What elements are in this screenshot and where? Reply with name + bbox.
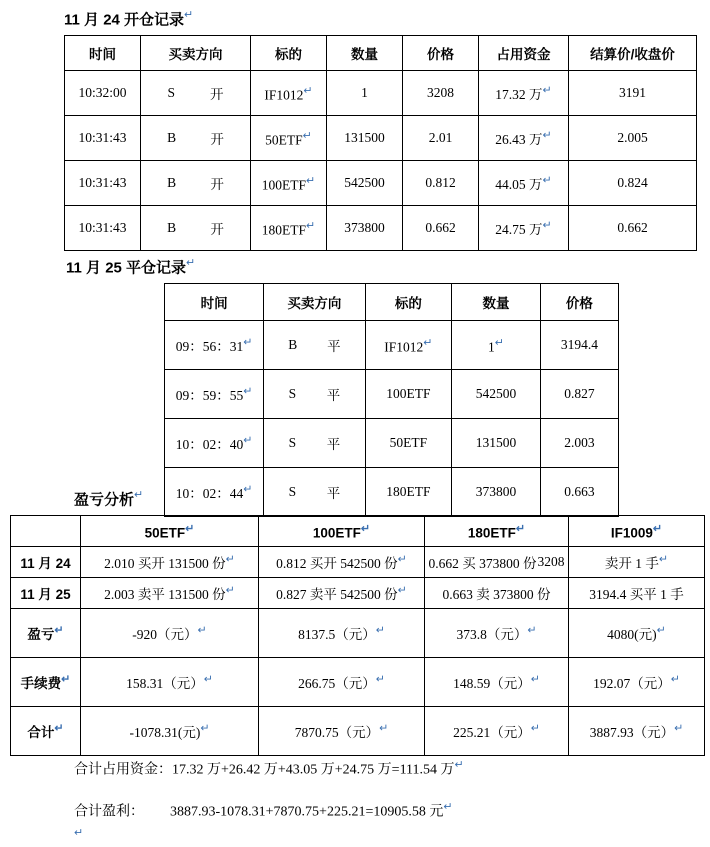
cell-180etf [425,578,569,609]
cell-settle: 3191 [569,71,697,116]
col-time: 时间 [165,284,264,321]
cell-symbol [251,206,327,251]
cell-side-action: 平 [326,388,341,404]
paragraph-mark-icon: ↵ [134,489,144,501]
cell-capital-text: 24.75 万 [495,222,543,238]
table-row [65,161,697,206]
cell-qty: 131500 [452,419,541,468]
col-50etf-text: 50ETF [144,525,186,541]
paragraph-mark-icon: ↵ [530,722,540,735]
cell-side-bs: S [288,386,297,402]
paragraph-mark-icon: ↵ [360,523,371,536]
cell-side-action: 开 [210,177,224,193]
cell-qty: 1 [327,71,403,116]
cell-side [264,321,365,370]
cell-capital-text: 44.05 万 [495,177,543,193]
row-label-nov25: 11 月 25 [11,578,81,609]
col-if1009-text: IF1009 [610,525,653,541]
paragraph-mark-icon: ↵ [306,174,316,187]
col-if1009 [569,516,705,547]
cell-capital [479,116,569,161]
cell-symbol-text: 50ETF [265,132,303,148]
paragraph-mark-icon: ↵ [303,84,313,97]
cell-settle: 2.005 [569,116,697,161]
cell-if1009 [569,707,705,756]
paragraph-mark-icon: ↵ [670,673,680,686]
table-header-row [165,284,619,321]
paragraph-mark-icon: ↵ [379,722,389,735]
total-profit-label: 合计盈利： [74,804,144,820]
cell-180etf [425,547,569,578]
cell-50etf [81,707,259,756]
cell-symbol [251,71,327,116]
total-capital-line [74,758,464,779]
cell-if1009-text: 192.07（元） [593,676,671,692]
cell-100etf [259,707,425,756]
cell-50etf-text: -920（元） [132,627,198,643]
cell-if1009 [569,609,705,658]
cell-price: 0.812 [403,161,479,206]
cell-side-action: 开 [209,87,224,103]
table-header-row [11,516,705,547]
cell-100etf [259,578,425,609]
cell-capital-text: 17.32 万 [495,87,543,103]
col-100etf [259,516,425,547]
cell-price: 0.662 [403,206,479,251]
cell-price: 3208 [403,71,479,116]
cell-symbol-text: 180ETF [261,222,307,238]
paragraph-mark-icon: ↵ [397,553,407,566]
paragraph-mark-icon: ↵ [243,483,253,496]
paragraph-mark-icon: ↵ [302,129,312,142]
cell-side-bs: B [288,337,298,353]
cell-50etf [81,578,259,609]
col-180etf [425,516,569,547]
col-180etf-text: 180ETF [467,525,516,541]
cell-if1009 [569,547,705,578]
cell-side-bs: B [167,220,177,236]
close-records-section [66,256,694,517]
cell-time: 10:31:43 [65,161,141,206]
row-label-nov24: 11 月 24 [11,547,81,578]
cell-100etf [259,547,425,578]
cell-100etf [259,658,425,707]
row-label-pnl [11,609,81,658]
cell-180etf-text: 0.662 买 373800 份 [428,556,537,572]
paragraph-mark-icon: ↵ [658,553,669,566]
cell-100etf-text: 0.827 卖平 542500 份 [276,587,398,603]
paragraph-mark-icon: ↵ [54,722,64,735]
cell-side-bs: S [288,484,297,500]
cell-symbol [251,161,327,206]
cell-180etf-text: 148.59（元） [453,676,531,692]
paragraph-mark-icon: ↵ [306,219,316,232]
col-capital: 占用资金 [479,36,569,71]
col-symbol: 标的 [251,36,327,71]
table-row [65,206,697,251]
cell-time: 10:31:43 [65,116,141,161]
paragraph-mark-icon: ↵ [243,385,253,398]
cell-180etf-text: 225.21（元） [453,725,531,741]
cell-100etf-text: 266.75（元） [298,676,376,692]
paragraph-mark-icon: ↵ [530,673,540,686]
pnl-table [10,515,705,756]
cell-100etf-text: 7870.75（元） [294,725,380,741]
cell-qty-text: 1 [488,339,495,355]
cell-180etf [425,707,569,756]
paragraph-mark-icon: ↵ [423,336,433,349]
cell-capital [479,206,569,251]
paragraph-mark-icon: ↵ [656,624,666,637]
cell-symbol: 50ETF [365,419,452,468]
col-price: 价格 [403,36,479,71]
total-capital-text: 合计占用资金：17.32 万+26.42 万+43.05 万+24.75 万=111.54 万 [74,762,455,778]
col-side: 买卖方向 [141,36,251,71]
cell-price: 2.003 [540,419,618,468]
pnl-title: 盈亏分析 [74,491,135,509]
cell-symbol: 180ETF [365,468,452,517]
paragraph-mark-icon: ↵ [542,174,552,187]
paragraph-mark-icon: ↵ [375,624,385,637]
col-100etf-text: 100ETF [312,525,361,541]
paragraph-mark-icon: ↵ [542,219,552,232]
cell-qty: 373800 [452,468,541,517]
cell-time-text: 10：02：44 [175,486,244,502]
table-row [65,71,697,116]
row-label-fee [11,658,81,707]
cell-price: 2.01 [403,116,479,161]
cell-50etf [81,609,259,658]
paragraph-mark-icon: ↵ [454,759,464,771]
cell-50etf-text: -1078.31(元) [129,725,201,741]
paragraph-mark-icon: ↵ [184,9,194,21]
close-records-title: 11 月 25 平仓记录 [66,259,187,277]
cell-capital-text: 26.43 万 [495,132,543,148]
cell-if1009 [569,658,705,707]
paragraph-mark-icon: ↵ [397,584,407,597]
cell-50etf [81,658,259,707]
cell-side-action: 开 [210,222,224,238]
cell-symbol-text: IF1012 [264,87,304,103]
table-row [165,321,619,370]
table-row [11,658,705,707]
table-row [11,578,705,609]
paragraph-mark-icon: ↵ [54,624,64,637]
cell-capital [479,161,569,206]
row-label-fee-text: 手续费 [20,676,62,692]
cell-side [264,419,365,468]
cell-time [165,419,264,468]
cell-50etf-text: 158.31（元） [126,676,204,692]
cell-if1009-text: 卖开 1 手 [604,556,659,572]
row-label-pnl-text: 盈亏 [27,627,55,643]
paragraph-mark-icon: ↵ [527,624,537,637]
cell-if1009-text: 3887.93（元） [589,725,675,741]
paragraph-mark-icon: ↵ [200,722,210,735]
paragraph-mark-icon: ↵ [243,434,253,447]
open-records-table [64,35,697,251]
cell-qty: 542500 [452,370,541,419]
cell-price: 0.827 [540,370,618,419]
paragraph-mark-icon: ↵ [185,523,195,536]
col-time: 时间 [65,36,141,71]
cell-symbol-text: IF1012 [384,339,424,355]
paragraph-mark-icon: ↵ [515,523,526,536]
pnl-section [20,488,710,756]
paragraph-mark-icon: ↵ [197,624,207,637]
cell-qty [452,321,541,370]
cell-if1009-text: 3194.4 买平 1 手 [589,587,684,603]
paragraph-mark-icon: ↵ [494,336,504,349]
table-header-row [65,36,697,71]
cell-50etf-text: 2.003 卖平 131500 份 [104,587,226,603]
cell-180etf [425,609,569,658]
cell-if1009-price: 3208 [537,554,565,570]
pnl-title-line [74,488,710,509]
cell-time: 10:31:43 [65,206,141,251]
paragraph-mark-icon: ↵ [542,84,552,97]
cell-capital [479,71,569,116]
cell-qty: 542500 [327,161,403,206]
cell-side-bs: S [288,435,297,451]
paragraph-mark-icon: ↵ [375,673,385,686]
cell-price: 3194.4 [540,321,618,370]
cell-time [165,370,264,419]
table-row [11,609,705,658]
table-row [65,116,697,161]
cell-symbol-text: 100ETF [261,177,307,193]
cell-time [165,321,264,370]
cell-side-action: 平 [326,437,341,453]
cell-side [141,206,251,251]
cell-symbol [365,321,452,370]
close-records-table [164,283,619,517]
cell-qty: 131500 [327,116,403,161]
cell-180etf [425,658,569,707]
paragraph-mark-icon: ↵ [225,584,235,597]
paragraph-mark-icon: ↵ [225,553,235,566]
cell-50etf-text: 2.010 买开 131500 份 [104,556,226,572]
cell-side-action: 开 [210,132,224,148]
total-profit-line [74,800,453,821]
table-row [165,419,619,468]
paragraph-mark-icon: ↵ [652,523,663,536]
open-records-title-line [64,8,674,29]
paragraph-mark-icon: ↵ [203,673,213,686]
trailing-paragraph-mark [74,826,83,847]
paragraph-mark-icon: ↵ [186,257,196,269]
open-records-section [64,8,674,251]
cell-settle: 0.662 [569,206,697,251]
col-qty: 数量 [327,36,403,71]
cell-qty: 373800 [327,206,403,251]
cell-symbol [251,116,327,161]
col-blank [11,516,81,547]
col-qty: 数量 [452,284,541,321]
total-profit-value: 3887.93-1078.31+7870.75+225.21=10905.58 元 [170,804,444,820]
col-settle: 结算价/收盘价 [569,36,697,71]
cell-time: 10:32:00 [65,71,141,116]
cell-side-bs: B [167,130,177,146]
close-records-title-line [66,256,694,277]
col-symbol: 标的 [365,284,452,321]
cell-100etf [259,609,425,658]
cell-time-text: 09：59：55 [175,388,244,404]
row-label-total [11,707,81,756]
row-label-total-text: 合计 [27,725,55,741]
cell-settle: 0.824 [569,161,697,206]
cell-side [141,161,251,206]
cell-time-text: 10：02：40 [175,437,244,453]
cell-price: 0.663 [540,468,618,517]
paragraph-mark-icon: ↵ [542,129,552,142]
cell-time-text: 09：56：31 [175,339,244,355]
cell-if1009 [569,578,705,609]
cell-side-bs: S [167,85,175,101]
col-side: 买卖方向 [264,284,365,321]
paragraph-mark-icon: ↵ [674,722,684,735]
cell-if1009-text: 4080(元) [607,627,657,643]
cell-100etf-text: 0.812 买开 542500 份 [276,556,398,572]
open-records-title: 11 月 24 开仓记录 [64,11,185,29]
cell-side-action: 平 [326,486,341,502]
table-row [11,707,705,756]
paragraph-mark-icon: ↵ [443,801,453,813]
cell-180etf-text: 373.8（元） [456,627,528,643]
table-row [165,370,619,419]
paragraph-mark-icon: ↵ [243,336,253,349]
cell-50etf [81,547,259,578]
cell-symbol: 100ETF [365,370,452,419]
col-price: 价格 [540,284,618,321]
col-50etf [81,516,259,547]
cell-side-action: 平 [327,339,341,355]
cell-side [141,116,251,161]
cell-side [264,370,365,419]
paragraph-mark-icon: ↵ [74,827,84,839]
paragraph-mark-icon: ↵ [61,673,71,686]
cell-side-bs: B [167,175,177,191]
cell-100etf-text: 8137.5（元） [298,627,376,643]
cell-side [141,71,251,116]
cell-180etf-text: 0.663 卖 373800 份 [442,587,551,603]
table-row [11,547,705,578]
